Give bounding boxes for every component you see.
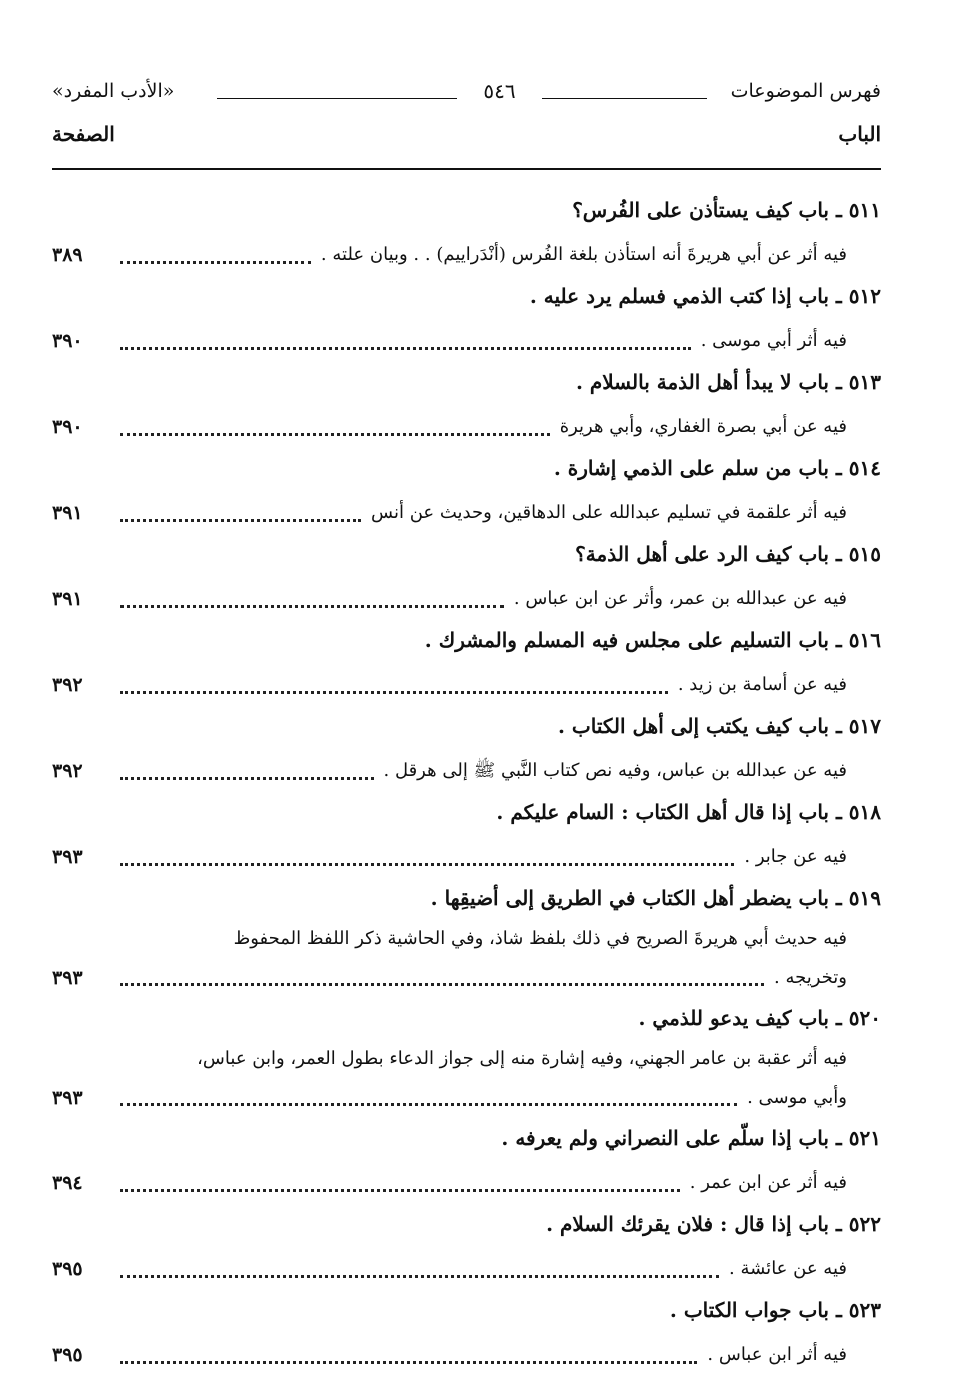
entry-description: فيه أثر علقمة في تسليم عبدالله على الدهاقين، وحديث عن أنس bbox=[371, 502, 847, 523]
chapter-title: ٥١٦ ـ باب التسليم على مجلس فيه المسلم والمشرك . bbox=[424, 628, 881, 652]
leader-dots bbox=[120, 261, 311, 264]
entry-page-number: ٣٩١ bbox=[52, 588, 83, 610]
index-entry bbox=[52, 534, 881, 620]
entry-description: وأبي موسى . bbox=[747, 1087, 847, 1108]
entry-page-number: ٣٩٠ bbox=[52, 416, 83, 438]
entry-description: فيه عن أبي بصرة الغفاري، وأبي هريرة bbox=[559, 416, 847, 437]
chapter-title: ٥٢٢ ـ باب إذا قال : فلان يقرئك السلام . bbox=[546, 1212, 881, 1236]
entry-page-number: ٣٩٤ bbox=[52, 1172, 83, 1194]
leader-dots bbox=[120, 983, 764, 986]
index-entry bbox=[52, 276, 881, 362]
entry-page-number: ٣٩٣ bbox=[52, 1087, 83, 1109]
entry-description-line: فيه حديث أبي هريرةَ الصريح في ذلك بلفظ شاذ، وفي الحاشية ذكر اللفظ المحفوظ bbox=[233, 928, 847, 949]
entry-page-number: ٣٩٥ bbox=[52, 1344, 83, 1366]
entry-row bbox=[52, 748, 881, 792]
chapter-title: ٥١٢ ـ باب إذا كتب الذمي فسلم يرد عليه . bbox=[529, 284, 881, 308]
entry-page-number: ٣٩١ bbox=[52, 502, 83, 524]
leader-dots bbox=[120, 1189, 680, 1192]
page-column-label: الصفحة bbox=[52, 122, 115, 146]
entry-description: فيه عن عبدالله بن عمر، وأثر عن ابن عباس . bbox=[513, 588, 847, 609]
header-rule-left bbox=[217, 98, 457, 99]
index-entry bbox=[52, 1290, 881, 1376]
entry-description: فيه أثر أبي موسى . bbox=[700, 330, 847, 351]
chapter-title: ٥٢١ ـ باب إذا سلّم على النصراني ولم يعرفه . bbox=[501, 1126, 881, 1150]
entry-description: فيه أثر ابن عباس . bbox=[707, 1344, 847, 1365]
entry-description: فيه عن أسامة بن زيد . bbox=[677, 674, 847, 695]
entry-page-number: ٣٩٢ bbox=[52, 760, 83, 782]
chapter-title: ٥٢٣ ـ باب جواب الكتاب . bbox=[669, 1298, 881, 1322]
entry-row bbox=[52, 958, 881, 998]
entry-description: فيه عن عائشة . bbox=[729, 1258, 847, 1279]
entry-row bbox=[52, 1246, 881, 1290]
running-header bbox=[52, 76, 881, 106]
leader-dots bbox=[120, 691, 668, 694]
entry-page-number: ٣٩٣ bbox=[52, 846, 83, 868]
leader-dots bbox=[120, 433, 550, 436]
chapter-title: ٥٢٠ ـ باب كيف يدعو للذمي . bbox=[638, 1006, 881, 1030]
entry-row bbox=[52, 1332, 881, 1376]
entry-row bbox=[52, 576, 881, 620]
index-entry bbox=[52, 362, 881, 448]
entry-page-number: ٣٩٥ bbox=[52, 1258, 83, 1280]
entry-row bbox=[52, 1078, 881, 1118]
index-entry bbox=[52, 878, 881, 998]
entry-page-number: ٣٩٢ bbox=[52, 674, 83, 696]
entry-row bbox=[52, 232, 881, 276]
chapter-title: ٥١٣ ـ باب لا يبدأ أهل الذمة بالسلام . bbox=[575, 370, 881, 394]
index-entry bbox=[52, 706, 881, 792]
index-entry bbox=[52, 1118, 881, 1204]
entry-row bbox=[52, 318, 881, 362]
section-title: فهرس الموضوعات bbox=[730, 80, 881, 102]
chapter-title: ٥١٨ ـ باب إذا قال أهل الكتاب : السام عليكم . bbox=[496, 800, 881, 824]
column-headers bbox=[52, 122, 881, 152]
leader-dots bbox=[120, 1361, 697, 1364]
header-rule-right bbox=[542, 98, 707, 99]
leader-dots bbox=[120, 1103, 737, 1106]
chapter-column-label: الباب bbox=[838, 122, 881, 146]
entry-description: فيه أثر عن ابن عمر . bbox=[689, 1172, 847, 1193]
entry-description: فيه عن جابر . bbox=[744, 846, 847, 867]
entry-row bbox=[52, 834, 881, 878]
leader-dots bbox=[120, 605, 504, 608]
chapter-title: ٥١٧ ـ باب كيف يكتب إلى أهل الكتاب . bbox=[557, 714, 881, 738]
index-entry bbox=[52, 792, 881, 878]
chapter-title: ٥١٥ ـ باب كيف الرد على أهل الذمة؟ bbox=[575, 542, 881, 566]
entry-page-number: ٣٩٠ bbox=[52, 330, 83, 352]
chapter-title: ٥١٩ ـ باب يضطر أهل الكتاب في الطريق إلى أضيقِها . bbox=[430, 886, 881, 910]
entry-row bbox=[52, 404, 881, 448]
entry-page-number: ٣٩٣ bbox=[52, 967, 83, 989]
entry-row bbox=[52, 1160, 881, 1204]
entries-list bbox=[52, 190, 881, 1376]
index-entry bbox=[52, 998, 881, 1118]
header-divider bbox=[52, 168, 881, 170]
index-entry bbox=[52, 620, 881, 706]
leader-dots bbox=[120, 519, 361, 522]
entry-description-line: فيه أثر عقبة بن عامر الجهني، وفيه إشارة منه إلى جواز الدعاء بطول العمر، وابن عباس، bbox=[197, 1048, 847, 1069]
leader-dots bbox=[120, 347, 691, 350]
chapter-title: ٥١٤ ـ باب من سلم على الذمي إشارة . bbox=[553, 456, 881, 480]
leader-dots bbox=[120, 863, 734, 866]
entry-description: فيه عن عبدالله بن عباس، وفيه نص كتاب النَّبي ﷺ إلى هرقل . bbox=[383, 760, 847, 781]
page-number: ٥٤٦ bbox=[483, 79, 516, 103]
leader-dots bbox=[120, 1275, 719, 1278]
entry-description: وتخريجه . bbox=[774, 967, 847, 988]
book-title: «الأدب المفرد» bbox=[52, 80, 175, 102]
leader-dots bbox=[120, 777, 374, 780]
index-entry bbox=[52, 190, 881, 276]
index-entry bbox=[52, 1204, 881, 1290]
chapter-title: ٥١١ ـ باب كيف يستأذن على الفُرس؟ bbox=[572, 198, 881, 222]
entry-description: فيه أثر عن أبي هريرةَ أنه استأذن بلغة الفُرس (أنْدَراييم) . . وبيان علته . bbox=[320, 244, 847, 265]
entry-row bbox=[52, 490, 881, 534]
entry-page-number: ٣٨٩ bbox=[52, 244, 83, 266]
entry-row bbox=[52, 662, 881, 706]
index-entry bbox=[52, 448, 881, 534]
